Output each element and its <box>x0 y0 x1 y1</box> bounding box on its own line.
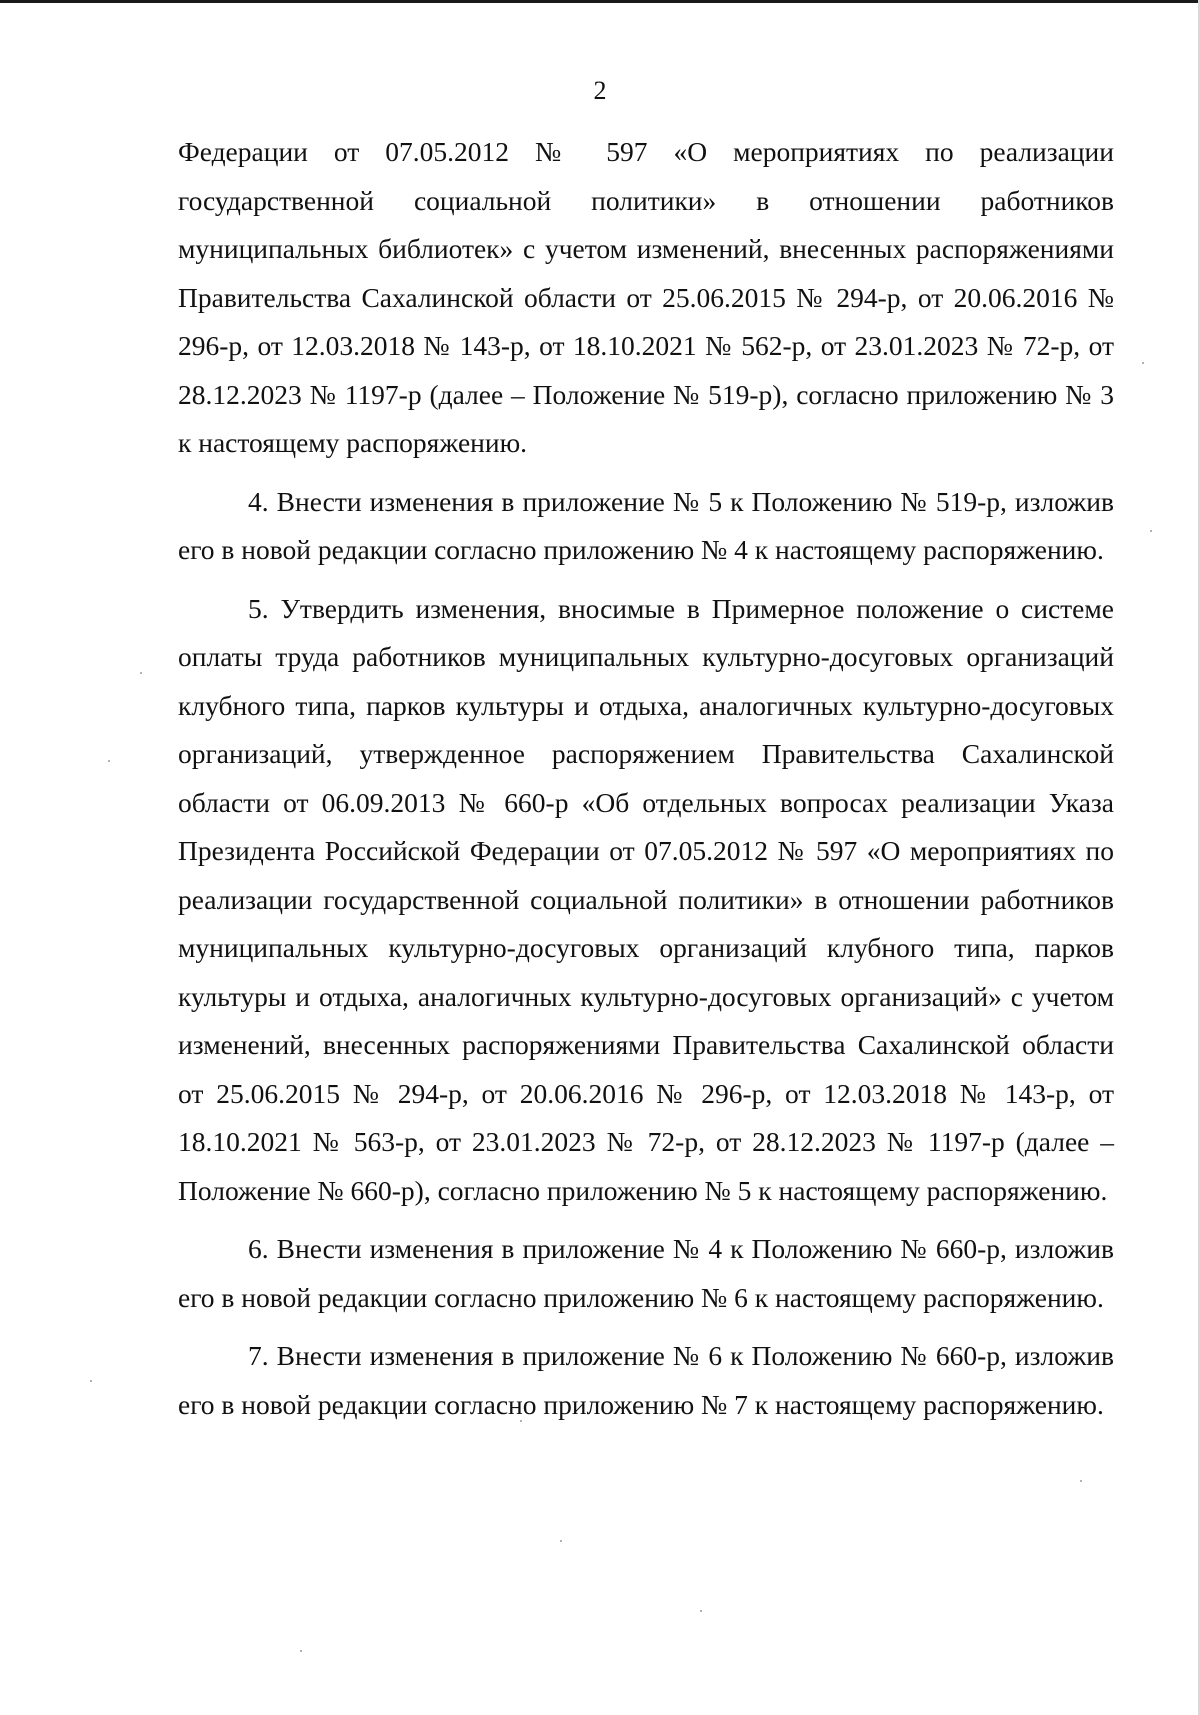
scan-speck <box>300 1650 302 1652</box>
paragraph-item-6: 6. Внести изменения в приложение № 4 к Положению № 660-р, изложив его в новой редакции согласно приложению № 6 к настоящему распоряжению. <box>178 1233 1114 1313</box>
page-number: 2 <box>593 76 607 105</box>
paragraph-item-7: 7. Внести изменения в приложение № 6 к Положению № 660-р, изложив его в новой редакции согласно приложению № 7 к настоящему распоряжению. <box>178 1340 1114 1420</box>
paragraph-continuation: Федерации от 07.05.2012 № 597 «О мероприятиях по реализации государственной социальной политики» в отношении работников муниципальных библиотек» с учетом изменений, внесенных распоряжениями Правительства Сахалинской области от 25.06.2015 № 294-р, от 20.06.2016 № 296-р, от 12.03.2018 № 143-р, от 18.10.2021 № 562-р, от 23.01.2023 № 72-р, от 28.12.2023 № 1197-р (далее – Положение № 519-р), согласно приложению № 3 к настоящему распоряжению. <box>178 136 1114 458</box>
scan-speck <box>1080 1480 1082 1482</box>
scan-speck <box>1142 362 1144 364</box>
paragraph-item-5: 5. Утвердить изменения, вносимые в Примерное положение о системе оплаты труда работников муниципальных культурно-досуговых организаций клубного типа, парков культуры и отдыха, аналогичных культурно-досуговых организаций, утвержденное распоряжением Правительства Сахалинской области от 06.09.2013 № 660-р «Об отдельных вопросах реализации Указа Президента Российской Федерации от 07.05.2012 № 597 «О мероприятиях по реализации государственной социальной политики» в отношении работников муниципальных культурно-досуговых организаций клубного типа, парков культуры и отдыха, аналогичных культурно-досуговых организаций» с учетом изменений, внесенных распоряжениями Правительства Сахалинской области от 25.06.2015 № 294-р, от 20.06.2016 № 296-р, от 12.03.2018 № 143-р, от 18.10.2021 № 563-р, от 23.01.2023 № 72-р, от 28.12.2023 № 1197-р (далее – Положение № 660-р), согласно приложению № 5 к настоящему распоряжению. <box>178 592 1114 1206</box>
paragraph-item-4: 4. Внести изменения в приложение № 5 к Положению № 519-р, изложив его в новой редакции согласно приложению № 4 к настоящему распоряжению. <box>178 485 1114 565</box>
scan-speck <box>700 1610 702 1612</box>
scan-speck <box>90 1380 92 1382</box>
scan-speck <box>1150 530 1152 532</box>
scan-speck <box>520 1420 522 1422</box>
scan-speck <box>140 672 142 674</box>
scan-speck <box>560 1540 562 1542</box>
scan-speck <box>108 760 110 762</box>
document-body <box>178 128 1114 1439</box>
top-border <box>0 0 1200 3</box>
